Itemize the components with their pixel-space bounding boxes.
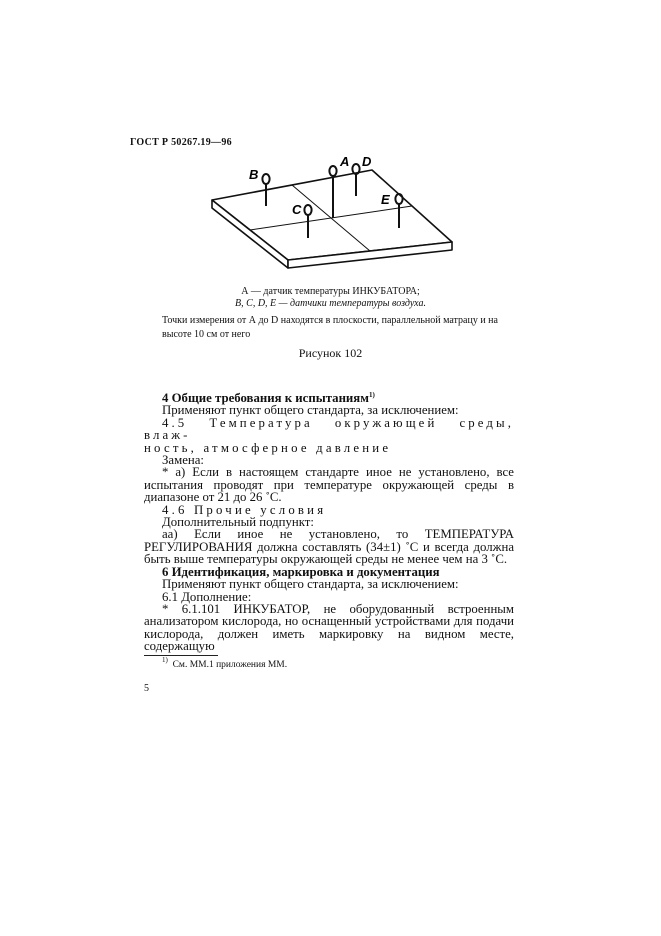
clause-4-5-title-line1: 4.5 Температура окружающей среды, влаж-	[144, 415, 514, 443]
figure-caption-line1: А — датчик температуры ИНКУБАТОРА;	[241, 286, 420, 297]
page-number: 5	[144, 683, 149, 694]
figure-title: Рисунок 102	[298, 346, 363, 360]
clause-4-5-text: * а) Если в настоящем стандарте иное не установлено, все испытания проводят при температуре окружающей среды в диапазоне от 21 до 26 ˚С.	[144, 465, 514, 505]
clause-6-1-101-text: * 6.1.101 ИНКУБАТОР, не оборудованный встроенным анализатором кислорода, но оснащенный устройствами для подачи кислорода, должен иметь маркировку на видном месте, содержащую	[144, 601, 514, 654]
label-c: C	[292, 202, 302, 217]
footnote-mark: 1)	[162, 656, 168, 664]
label-d: D	[362, 154, 372, 169]
document-header: ГОСТ Р 50267.19—96	[130, 137, 232, 148]
label-b: B	[249, 167, 259, 182]
footnote-divider	[144, 655, 218, 656]
label-e: E	[381, 192, 390, 207]
figure-note: Точки измерения от А до D находятся в плоскости, параллельной матрацу и на высоте 10 см от него	[162, 315, 498, 340]
clause-4-6-label: Дополнительный подпункт:	[162, 515, 314, 530]
clause-6-1-label: 6.1 Дополнение:	[162, 589, 252, 604]
section-6-intro: Применяют пункт общего стандарта, за исключением:	[162, 577, 459, 592]
label-a: A	[340, 154, 350, 169]
incubator-sensor-diagram	[200, 148, 480, 278]
document-body	[144, 392, 514, 653]
footnote-ref: 1)	[368, 391, 375, 399]
footnote	[162, 656, 288, 670]
figure-caption-line2: B, C, D, E — датчики температуры воздуха.	[235, 298, 426, 309]
clause-4-5-title-line2: ность, атмосферное давление	[144, 440, 392, 455]
section-4-heading-text: 4 Общие требования к испытаниям	[162, 391, 369, 405]
clause-4-6-title: 4.6 Прочие условия	[162, 502, 327, 517]
clause-4-5-label: Замена:	[162, 453, 204, 468]
section-4-intro: Применяют пункт общего стандарта, за исключением:	[162, 403, 459, 418]
footnote-text: См. ММ.1 приложения ММ.	[172, 660, 288, 670]
clause-4-6-text: аа) Если иное не установлено, то ТЕМПЕРАТУРА РЕГУЛИРОВАНИЯ должна составлять (34±1) ˚С и всегда должна быть выше температуры окружающей среды не менее чем на 3 ˚С.	[144, 527, 514, 567]
section-6-heading: 6 Идентификация, маркировка и документация	[162, 564, 440, 579]
